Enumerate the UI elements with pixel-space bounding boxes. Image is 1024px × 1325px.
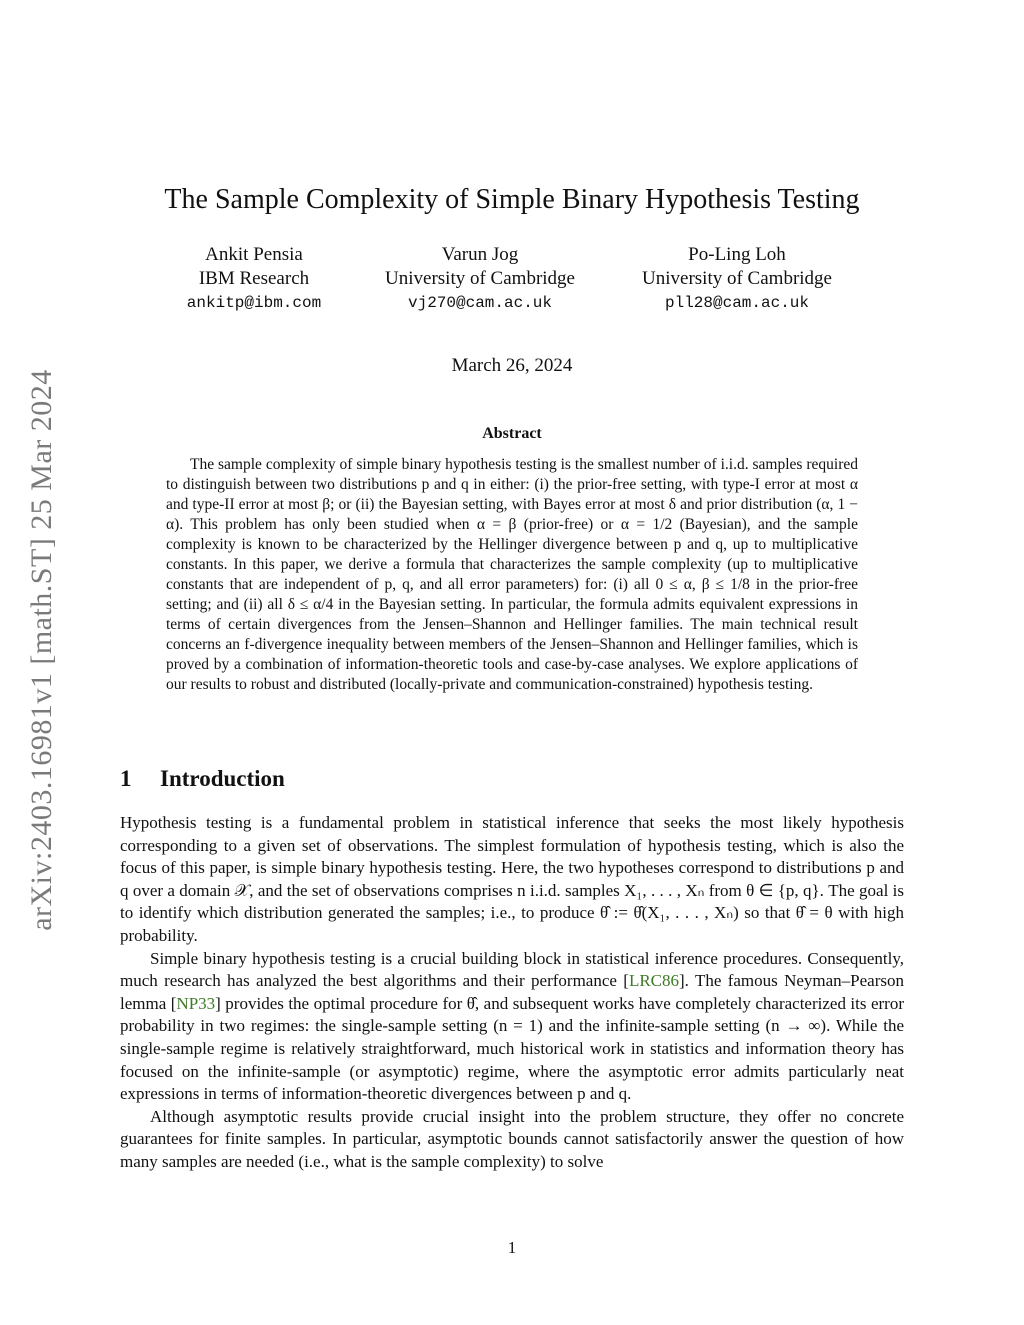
introduction-body (120, 812, 904, 1174)
intro-paragraph-3: Although asymptotic results provide crucial insight into the problem structure, they offer no concrete guarantees for finite samples. In particular, asymptotic bounds cannot satisfactorily answer the question of how many samples are needed (i.e., what is the sample complexity) to solve (120, 1106, 904, 1171)
paragraph-text: Simple binary hypothesis testing is a crucial building block in statistical inference procedures. Consequently, much research has analyzed the best algorithms and their performance [ (120, 948, 904, 991)
intro-paragraph-1: Hypothesis testing is a fundamental problem in statistical inference that seeks the most likely hypothesis corresponding to a given set of observations. The simplest formulation of hypothesis testing, which is also the focus of this paper, is simple binary hypothesis testing. Here, the two hypotheses correspond to distributions p and q over a domain 𝒳, and the set of observations comprises n i.i.d. samples X₁, . . . , Xₙ from θ ∈ {p, q}. The goal is to identify which distribution generated the samples; i.e., to produce θ̂ := θ̂(X₁, . . . , Xₙ) so that θ̂ = θ with high probability. (120, 813, 904, 945)
author-affiliation: IBM Research (198, 268, 310, 289)
author-3 (587, 243, 887, 315)
author-name: Po-Ling Loh (688, 244, 786, 265)
abstract-text: The sample complexity of simple binary hypothesis testing is the smallest number of i.i.d. samples required to distinguish between two distributions p and q in either: (i) the prior-free setting, with type-I error at most α and type-II error at most β; or (ii) the Bayesian setting, with Bayes error at most δ and prior distribution (α, 1 − α). This problem has only been studied when α = β (prior-free) or α = 1/2 (Bayesian), and the sample complexity is known to be characterized by the Hellinger divergence between p and q, up to multiplicative constants. In this paper, we derive a formula that characterizes the sample complexity (up to multiplicative constants that are independent of p, q, and all error parameters) for: (i) all 0 ≤ α, β ≤ 1/8 in the prior-free setting; and (ii) all δ ≤ α/4 in the Bayesian setting. In particular, the formula admits equivalent expressions in terms of certain divergences from the Jensen–Shannon and Hellinger families. The main technical result concerns an f-divergence inequality between members of the Jensen–Shannon and Hellinger families, which is proved by a combination of information-theoretic tools and case-by-case analyses. We explore applications of our results to robust and distributed (locally-private and communication-constrained) hypothesis testing. (166, 456, 858, 693)
author-name: Varun Jog (441, 244, 519, 265)
abstract-heading: Abstract (482, 425, 542, 442)
section-number: 1 (120, 766, 132, 791)
paragraph-text: ] provides the optimal procedure for θ̂, and subsequent works have completely characterized its error probability in two regimes: the single-sample setting (n = 1) and the infinite-sample setting (n → ∞). While the single-sample regime is relatively straightforward, much historical work in statistics and information theory has focused on the infinite-sample (or asymptotic) regime, where the asymptotic error admits particularly neat expressions in terms of information-theoretic divergences between p and q. (120, 993, 905, 1104)
author-email: pll28@cam.ac.uk (664, 294, 810, 312)
publication-date: March 26, 2024 (451, 355, 573, 376)
author-name: Ankit Pensia (205, 244, 303, 265)
author-affiliation: University of Cambridge (642, 268, 832, 289)
section-title: Introduction (160, 766, 285, 791)
section-heading (120, 766, 285, 792)
paragraph-text: ]. The famous Neyman–Pearson lemma [ (120, 971, 904, 1013)
citation-link-lrc86[interactable]: LRC86 (628, 971, 679, 991)
arxiv-identifier-stamp: arXiv:2403.16981v1 [math.ST] 25 Mar 2024 (25, 369, 58, 931)
citation-link-np33[interactable]: NP33 (176, 993, 216, 1013)
author-email: vj270@cam.ac.uk (407, 294, 553, 312)
intro-paragraph-2 (120, 948, 904, 1106)
page-number: 1 (507, 1238, 517, 1257)
author-email: ankitp@ibm.com (186, 294, 322, 312)
author-affiliation: University of Cambridge (385, 268, 575, 289)
author-2 (330, 243, 630, 315)
paper-title: The Sample Complexity of Simple Binary Hypothesis Testing (164, 184, 860, 215)
